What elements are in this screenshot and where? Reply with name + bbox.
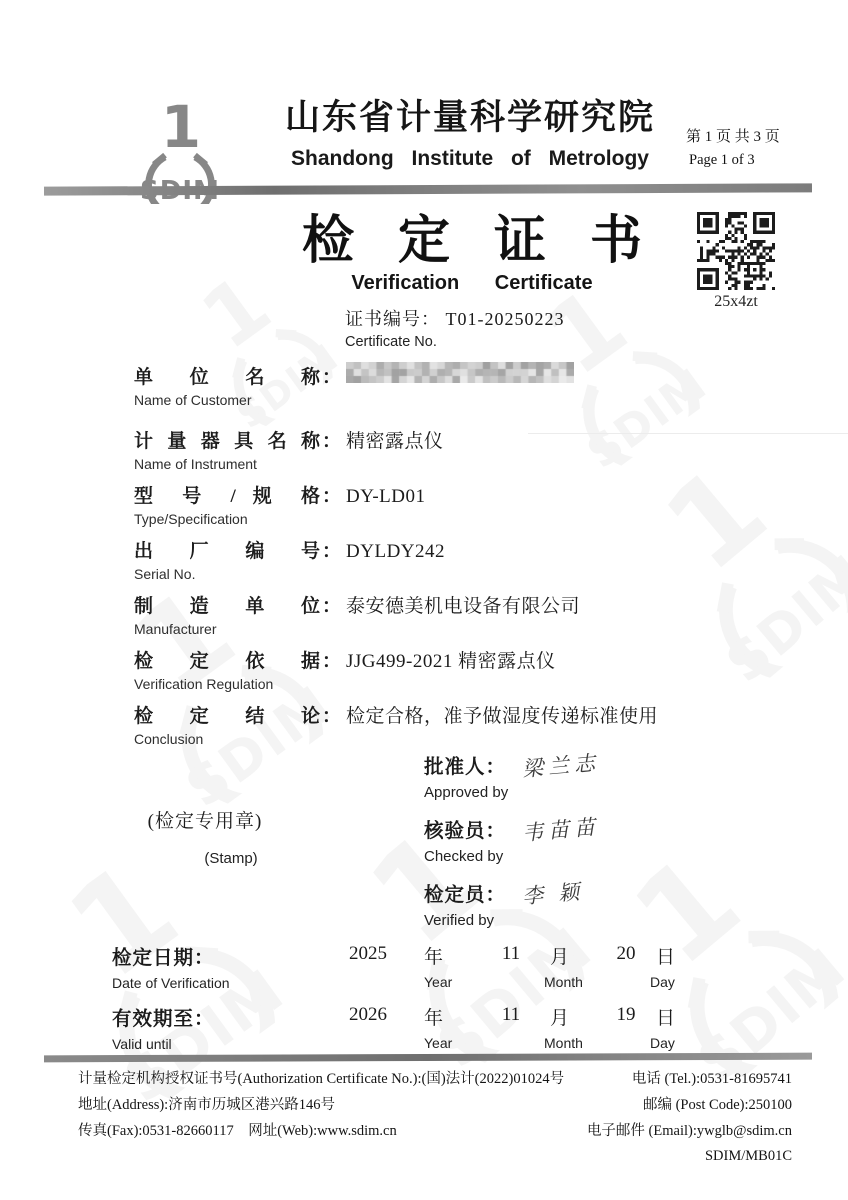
unit-year-en: Year (424, 1035, 453, 1051)
field-customer-name (134, 362, 734, 408)
field-label-en: Name of Instrument (134, 456, 257, 472)
header-divider-bar (44, 183, 812, 195)
certificate-title-en: Verification Certificate (351, 272, 593, 294)
date-year-value: 2026 (349, 1004, 387, 1025)
field-label-zh: 单 位 名 称 (134, 367, 320, 388)
unit-month-en: Month (544, 974, 583, 990)
unit-day-en: Day (650, 1035, 675, 1051)
signature-role-en: Checked by (424, 848, 504, 865)
field-label-en: Conclusion (134, 731, 204, 747)
certificate-number: 证书编号： T01-20250223 (345, 309, 565, 329)
stamp-label-zh: (检定专用章) (147, 811, 263, 832)
address: 地址(Address):济南市历城区港兴路146号 (78, 1097, 335, 1113)
field-value: 精密露点仪 (346, 431, 444, 452)
field-colon: ： (322, 706, 342, 727)
signature-role-zh: 批准人： (424, 756, 507, 778)
unit-month-zh: 月 (550, 947, 570, 968)
org-name-zh: 山东省计量科学研究院 (284, 98, 655, 137)
unit-day-zh: 日 (656, 1008, 676, 1029)
page-indicator (686, 126, 780, 172)
signature-handwriting: 李 颖 (521, 879, 586, 909)
field-colon: ： (322, 541, 342, 562)
date-of-verification-row (112, 942, 694, 991)
unit-year-zh: 年 (424, 1008, 444, 1029)
field-value: DYLDY242 (346, 541, 446, 562)
field-label-zh: 检 定 依 据 (134, 651, 320, 672)
field-type-spec (134, 481, 734, 527)
date-month-value: 11 (501, 943, 521, 964)
field-value: JJG499-2021 精密露点仪 (346, 651, 556, 672)
field-label-en: Verification Regulation (134, 676, 274, 692)
signature-role-zh: 核验员： (424, 820, 507, 842)
telephone: 电话 (Tel.):0531-81695741 (631, 1071, 792, 1087)
stamp-label-en: (Stamp) (204, 850, 258, 867)
field-value: 检定合格，准予做湿度传递标准使用 (346, 706, 659, 727)
signature-approved (424, 750, 600, 801)
date-label-en: Date of Verification (112, 975, 230, 991)
org-name-en: Shandong Institute of Metrology (291, 147, 649, 170)
field-instrument-name (134, 426, 734, 472)
page-indicator-zh: 第 1 页 共 3 页 (686, 129, 780, 145)
unit-month-zh: 月 (550, 1008, 570, 1029)
field-regulation (134, 646, 734, 692)
valid-until-row (112, 1003, 694, 1052)
unit-year-zh: 年 (424, 947, 444, 968)
qr-code-label: 25x4zt (714, 293, 758, 310)
field-colon: ： (322, 596, 342, 617)
document-code: SDIM/MB01C (704, 1148, 792, 1164)
field-label-zh: 型 号 / 规 格 (134, 486, 320, 507)
date-month-value: 11 (501, 1004, 521, 1025)
redacted-customer-name (346, 362, 574, 383)
field-label-zh: 计 量 器 具 名 称 (134, 431, 320, 452)
field-colon: ： (322, 367, 342, 388)
signature-block (424, 750, 600, 942)
qr-code (697, 212, 775, 290)
field-conclusion (134, 701, 734, 747)
field-label-en: Serial No. (134, 566, 196, 582)
field-colon: ： (322, 486, 342, 507)
fax-and-web: 传真(Fax):0531-82660117 网址(Web):www.sdim.cn (78, 1123, 397, 1139)
date-label-zh: 检定日期： (112, 948, 215, 969)
unit-day-en: Day (650, 974, 675, 990)
page-indicator-en: Page 1 of 3 (689, 152, 755, 168)
field-label-zh: 制 造 单 位 (134, 596, 320, 617)
field-value: 泰安德美机电设备有限公司 (346, 596, 581, 617)
signature-role-en: Approved by (424, 784, 509, 801)
signature-checked (424, 814, 600, 865)
footer-block (78, 1066, 792, 1168)
field-colon: ： (322, 431, 342, 452)
date-year-value: 2025 (349, 943, 387, 964)
field-value: DY-LD01 (346, 486, 426, 507)
post-code: 邮编 (Post Code):250100 (642, 1097, 792, 1113)
field-label-en: Manufacturer (134, 621, 217, 637)
signature-verified (424, 878, 600, 929)
signature-handwriting: 韦苗苗 (521, 814, 602, 846)
date-label-en: Valid until (112, 1036, 172, 1052)
signature-role-en: Verified by (424, 912, 495, 929)
field-label-zh: 出 厂 编 号 (134, 541, 320, 562)
certificate-title-zh: 检定证书 (301, 213, 686, 270)
unit-month-en: Month (544, 1035, 583, 1051)
date-day-value: 20 (616, 943, 636, 964)
field-label-en: Name of Customer (134, 392, 252, 408)
date-label-zh: 有效期至： (112, 1009, 215, 1030)
unit-year-en: Year (424, 974, 453, 990)
field-label-zh: 检 定 结 论 (134, 706, 320, 727)
authorization-certificate-no: 计量检定机构授权证书号(Authorization Certificate No.):(国)法计(2022)01024号 (78, 1071, 565, 1087)
field-label-en: Type/Specification (134, 511, 248, 527)
unit-day-zh: 日 (656, 947, 676, 968)
dates-block (112, 942, 694, 1064)
signature-handwriting: 梁兰志 (521, 750, 602, 782)
signature-role-zh: 检定员： (424, 884, 507, 906)
date-day-value: 19 (616, 1004, 636, 1025)
certificate-number-label-en: Certificate No. (345, 334, 437, 350)
footer-divider-bar (44, 1053, 812, 1063)
stamp-area (110, 806, 300, 867)
field-manufacturer (134, 591, 734, 637)
field-colon: ： (322, 651, 342, 672)
field-serial-no (134, 536, 734, 582)
email: 电子邮件 (Email):ywglb@sdim.cn (586, 1123, 792, 1139)
certificate-fields (134, 362, 734, 756)
